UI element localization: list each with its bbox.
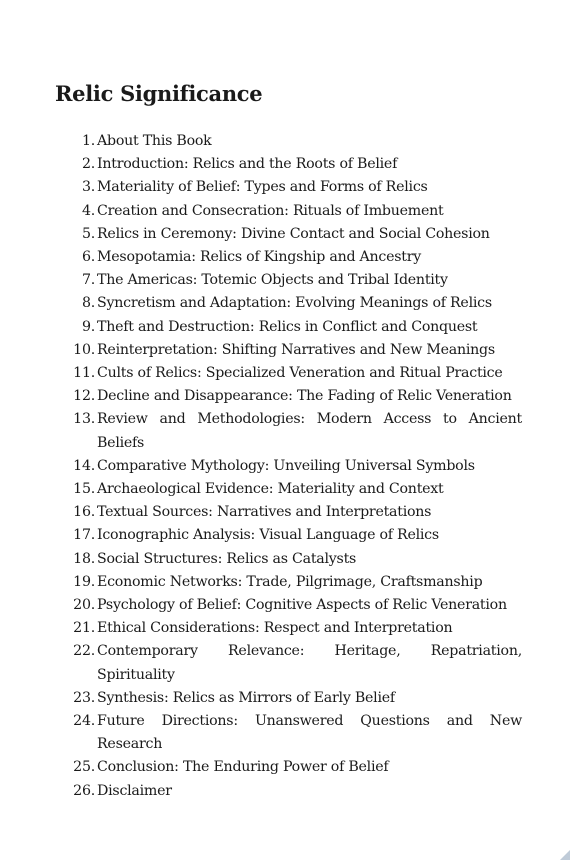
toc-item[interactable] (66, 200, 522, 223)
toc-item-label: Future Directions: Unanswered Questions and New Research (97, 713, 522, 753)
toc-item-label: Relics in Ceremony: Divine Contact and Social Cohesion (97, 225, 490, 242)
toc-item[interactable] (66, 339, 522, 362)
toc-item[interactable] (66, 362, 522, 385)
toc-item-label: Review and Methodologies: Modern Access to Ancient Beliefs (97, 411, 522, 451)
toc-item-label: The Americas: Totemic Objects and Tribal Identity (97, 272, 448, 289)
toc-item-number: 20. (73, 597, 95, 614)
toc-item[interactable] (66, 524, 522, 547)
toc-item-number: 23. (73, 689, 95, 706)
toc-item-number: 25. (73, 759, 95, 776)
toc-item-label: Archaeological Evidence: Materiality and Context (97, 481, 444, 498)
toc-item-label: Comparative Mythology: Unveiling Universal Symbols (97, 457, 475, 474)
toc-item-number: 18. (73, 550, 95, 567)
page-curl-icon (559, 849, 571, 861)
toc-item-label: Disclaimer (97, 782, 172, 799)
toc-item-number: 5. (81, 225, 95, 242)
toc-item-number: 17. (73, 527, 95, 544)
toc-item[interactable] (66, 756, 522, 779)
toc-item-number: 13. (73, 411, 95, 428)
toc-item[interactable] (66, 385, 522, 408)
toc-item[interactable] (66, 292, 522, 315)
toc-item[interactable] (66, 246, 522, 269)
toc-item[interactable] (66, 780, 522, 803)
toc-item-number: 3. (81, 179, 95, 196)
toc-item-label: Theft and Destruction: Relics in Conflict and Conquest (97, 318, 478, 335)
toc-item-number: 26. (73, 782, 95, 799)
toc-item[interactable] (66, 710, 522, 756)
toc-item[interactable] (66, 316, 522, 339)
toc-item[interactable] (66, 408, 522, 454)
toc-item-label: About This Book (97, 133, 212, 149)
toc-item[interactable] (66, 269, 522, 292)
toc-item-number: 14. (73, 457, 95, 474)
toc-item-number: 19. (73, 573, 95, 590)
toc-item-number: 12. (73, 388, 95, 405)
toc-item[interactable] (66, 594, 522, 617)
toc-item-number: 6. (81, 249, 95, 266)
toc-item-label: Synthesis: Relics as Mirrors of Early Belief (97, 689, 395, 706)
toc-item-label: Cults of Relics: Specialized Veneration and Ritual Practice (97, 365, 503, 382)
toc-item-number: 9. (81, 318, 95, 335)
table-of-contents (66, 130, 522, 803)
toc-item-label: Ethical Considerations: Respect and Interpretation (97, 620, 453, 637)
toc-item[interactable] (66, 501, 522, 524)
toc-item-number: 1. (81, 133, 95, 149)
toc-item-label: Psychology of Belief: Cognitive Aspects of Relic Veneration (97, 597, 507, 614)
toc-item-number: 22. (73, 643, 95, 660)
toc-item-label: Syncretism and Adaptation: Evolving Meanings of Relics (97, 295, 492, 312)
toc-item-number: 11. (73, 365, 95, 382)
toc-item-number: 15. (73, 481, 95, 498)
toc-item-label: Conclusion: The Enduring Power of Belief (97, 759, 389, 776)
toc-item-label: Creation and Consecration: Rituals of Imbuement (97, 202, 444, 219)
toc-item[interactable] (66, 687, 522, 710)
toc-item-label: Mesopotamia: Relics of Kingship and Ancestry (97, 249, 422, 266)
toc-item[interactable] (66, 548, 522, 571)
toc-item-label: Social Structures: Relics as Catalysts (97, 550, 357, 567)
toc-item-label: Decline and Disappearance: The Fading of Relic Veneration (97, 388, 512, 405)
toc-item[interactable] (66, 571, 522, 594)
toc-item-label: Iconographic Analysis: Visual Language of Relics (97, 527, 439, 544)
toc-item[interactable] (66, 617, 522, 640)
toc-item[interactable] (66, 455, 522, 478)
toc-item-label: Economic Networks: Trade, Pilgrimage, Craftsmanship (97, 573, 483, 590)
toc-item[interactable] (66, 153, 522, 176)
toc-item[interactable] (66, 130, 522, 153)
toc-item-label: Introduction: Relics and the Roots of Belief (97, 156, 398, 173)
toc-item[interactable] (66, 640, 522, 686)
toc-item[interactable] (66, 478, 522, 501)
toc-item-number: 2. (81, 156, 95, 173)
toc-item-label: Reinterpretation: Shifting Narratives and New Meanings (97, 341, 495, 358)
toc-item-number: 16. (73, 504, 95, 521)
toc-item-label: Materiality of Belief: Types and Forms of Relics (97, 179, 428, 196)
toc-item-number: 10. (73, 341, 95, 358)
toc-item-number: 7. (81, 272, 95, 289)
toc-item[interactable] (66, 223, 522, 246)
toc-item-number: 4. (81, 202, 95, 219)
toc-item-number: 8. (81, 295, 95, 312)
toc-item[interactable] (66, 176, 522, 199)
toc-item-label: Contemporary Relevance: Heritage, Repatriation, Spirituality (97, 643, 522, 683)
toc-item-number: 21. (73, 620, 95, 637)
page-title: Relic Significance (55, 81, 263, 106)
toc-item-label: Textual Sources: Narratives and Interpretations (97, 504, 432, 521)
toc-item-number: 24. (73, 713, 95, 730)
